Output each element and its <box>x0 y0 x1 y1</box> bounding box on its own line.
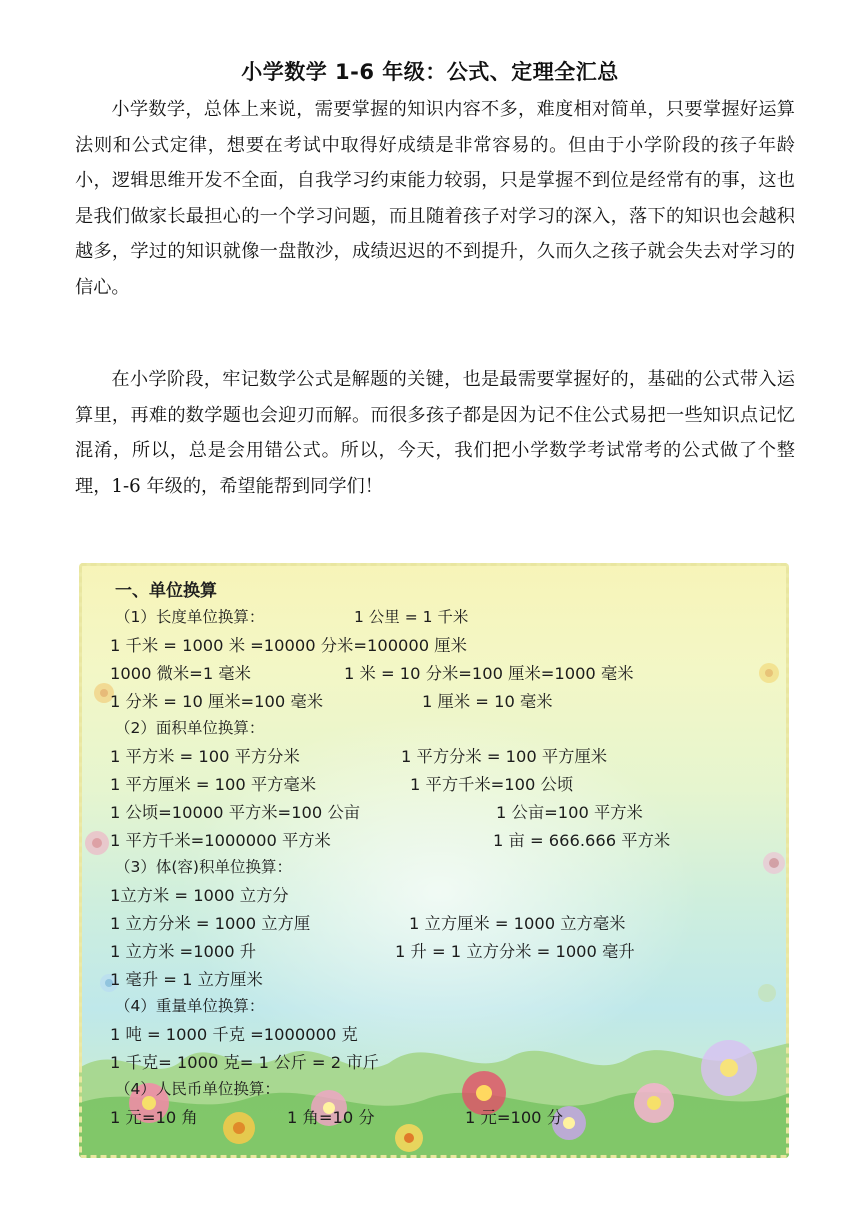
conversion-cell: 1 立方分米 = 1000 立方厘 <box>110 914 311 933</box>
area-section-title: （2）面积单位换算： <box>115 719 265 737</box>
conversion-cell: 1 平方千米=100 公顷 <box>410 775 574 794</box>
conversion-cell: 1 平方千米=1000000 平方米 <box>110 831 331 850</box>
conversion-cell: 1 厘米 = 10 毫米 <box>422 692 553 711</box>
conversion-cell: 1 立方米 =1000 升 <box>110 942 257 961</box>
conversion-cell: 1 公里 = 1 千米 <box>354 608 469 626</box>
conversion-cell: 1 吨 = 1000 千克 =1000000 克 <box>110 1025 358 1044</box>
conversion-cell: 1 千克= 1000 克= 1 公斤 = 2 市斤 <box>110 1053 379 1072</box>
weight-section-title: （4）重量单位换算： <box>115 997 265 1015</box>
conversion-cell: 1 千米 = 1000 米 =10000 分米=100000 厘米 <box>110 636 467 655</box>
conversion-cell: 1立方米 = 1000 立方分 <box>110 886 289 905</box>
conversion-cell: 1 亩 = 666.666 平方米 <box>493 831 671 850</box>
document-title: 小学数学 1-6 年级：公式、定理全汇总 <box>241 60 619 84</box>
conversion-cell: 1 元=10 角 <box>110 1108 198 1127</box>
conversion-cell: 1 公顷=10000 平方米=100 公亩 <box>110 803 361 822</box>
conversion-cell: 1 元=100 分 <box>465 1108 563 1127</box>
conversion-cell: 1 升 = 1 立方分米 = 1000 毫升 <box>395 942 635 961</box>
intro-paragraph: 小学数学，总体上来说，需要掌握的知识内容不多，难度相对简单，只要掌握好运算法则和公式定律，想要在考试中取得好成绩是非常容易的。但由于小学阶段的孩子年龄小，逻辑思维开发不全面，自我学习约束能力较弱，只是掌握不到位是经常有的事，这也是我们做家长最担心的一个学习问题，而且随着孩子对学习的深入，落下的知识也会越积越多，学过的知识就像一盘散沙，成绩迟迟的不到提升，久而久之孩子就会失去对学习的信心。 <box>75 99 795 298</box>
conversion-cell: 1 米 = 10 分米=100 厘米=1000 毫米 <box>344 664 634 683</box>
conversion-cell: 1 平方分米 = 100 平方厘米 <box>401 747 608 766</box>
conversion-heading: 一、单位换算 <box>115 581 217 601</box>
conversion-cell: 1 毫升 = 1 立方厘米 <box>110 970 263 989</box>
conversion-cell: 1000 微米=1 毫米 <box>110 664 251 683</box>
conversion-cell: 1 公亩=100 平方米 <box>496 803 643 822</box>
conversion-cell: 1 立方厘米 = 1000 立方毫米 <box>409 914 626 933</box>
conversion-cell: 1 角=10 分 <box>287 1108 375 1127</box>
conversion-cell: 1 分米 = 10 厘米=100 毫米 <box>110 692 324 711</box>
currency-section-title: （4）人民币单位换算： <box>115 1080 280 1098</box>
conversion-cell: 1 平方米 = 100 平方分米 <box>110 747 300 766</box>
length-section-title: （1）长度单位换算： <box>115 608 265 626</box>
unit-conversion-poster <box>79 563 789 1158</box>
conversion-cell: 1 平方厘米 = 100 平方毫米 <box>110 775 317 794</box>
formula-intro-paragraph: 在小学阶段，牢记数学公式是解题的关键，也是最需要掌握好的，基础的公式带入运算里，再难的数学题也会迎刃而解。而很多孩子都是因为记不住公式易把一些知识点记忆混淆，所以，总是会用错公式。所以，今天，我们把小学数学考试常考的公式做了个整理，1-6 年级的，希望能帮到同学们！ <box>75 369 795 497</box>
volume-section-title: （3）体(容)积单位换算： <box>115 858 292 876</box>
